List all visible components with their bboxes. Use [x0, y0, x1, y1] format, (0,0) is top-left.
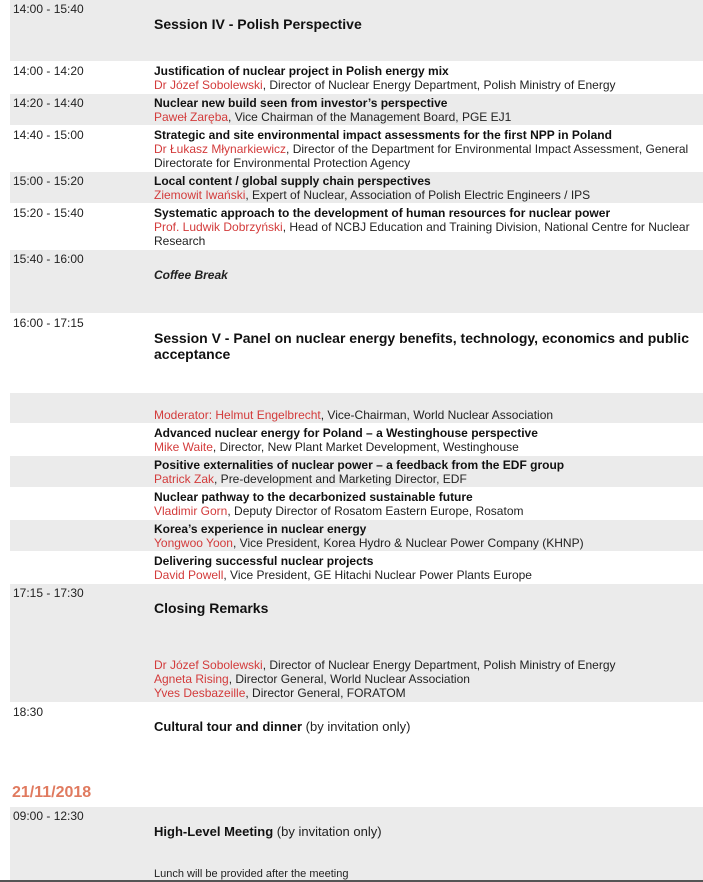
item-title: Nuclear pathway to the decarbonized sustainable future [154, 490, 473, 504]
meeting-title: High-Level Meeting [154, 824, 274, 839]
item-title: Positive externalities of nuclear power – a feedback from the EDF group [154, 458, 565, 472]
speaker-name: Prof. Ludwik Dobrzyński [154, 220, 283, 234]
session-time: 14:00 - 15:40 [13, 2, 84, 16]
item-time: 17:15 - 17:30 [13, 586, 84, 600]
day-date-heading: 21/11/2018 [12, 784, 92, 801]
item-title: Systematic approach to the development of human resources for nuclear power [154, 206, 611, 220]
speaker-role: , Deputy Director of Rosatom Eastern Europe, Rosatom [227, 504, 524, 518]
speaker-role: , Director, New Plant Market Development, Westinghouse [212, 440, 519, 454]
speaker-role: , Director General, World Nuclear Association [228, 672, 470, 686]
session-5-row [10, 314, 703, 392]
speaker-name: David Powell [154, 568, 224, 582]
session-time: 16:00 - 17:15 [13, 316, 84, 330]
panel-item [10, 456, 703, 487]
meeting-note: (by invitation only) [273, 824, 382, 839]
item-title: Strategic and site environmental impact assessments for the first NPP in Poland [154, 128, 612, 142]
item-time: 14:20 - 14:40 [13, 96, 84, 110]
speaker-name: Ziemowit Iwański [154, 188, 246, 202]
item-title: Delivering successful nuclear projects [154, 554, 374, 568]
item-time: 15:20 - 15:40 [13, 206, 84, 220]
coffee-break-title: Coffee Break [154, 268, 228, 282]
speaker-name: Mike Waite [154, 440, 213, 454]
speaker-role: , Director General, FORATOM [245, 686, 406, 700]
meeting-row [10, 807, 703, 880]
item-title: Korea’s experience in nuclear energy [154, 522, 367, 536]
speaker-name: Yves Desbazeille [154, 686, 246, 700]
speaker-role: , Vice President, GE Hitachi Nuclear Power Plants Europe [223, 568, 532, 582]
speaker-role: , Vice President, Korea Hydro & Nuclear Power Company (KHNP) [232, 536, 584, 550]
agenda-item [10, 172, 703, 203]
moderator-name: Moderator: Helmut Engelbrecht [154, 408, 321, 422]
speaker-role: , Head of NCBJ Education and Training Division, National Centre for Nuclear Research [154, 220, 690, 248]
panel-item [10, 488, 703, 519]
speaker-name: Yongwoo Yoon [154, 536, 233, 550]
closing-remarks-row [10, 584, 703, 702]
speaker-role: , Director of Nuclear Energy Department, Polish Ministry of Energy [262, 658, 616, 672]
speaker-role: , Vice Chairman of the Management Board, PGE EJ1 [228, 110, 512, 124]
moderator-row [10, 393, 703, 423]
dinner-title: Cultural tour and dinner [154, 719, 303, 734]
item-title: Advanced nuclear energy for Poland – a Westinghouse perspective [154, 426, 538, 440]
speaker-role: , Pre-development and Marketing Director, EDF [214, 472, 467, 486]
speaker-name: Dr Józef Sobolewski [154, 658, 263, 672]
speaker-name: Vladimir Gorn [154, 504, 228, 518]
speaker-name: Paweł Zaręba [154, 110, 229, 124]
moderator-role: , Vice-Chairman, World Nuclear Association [320, 408, 554, 422]
item-title: Justification of nuclear project in Polish energy mix [154, 64, 449, 78]
agenda-item [10, 204, 703, 249]
agenda-item [10, 126, 703, 171]
coffee-break-row [10, 250, 703, 313]
item-time: 14:00 - 14:20 [13, 64, 84, 78]
closing-title: Closing Remarks [154, 600, 269, 616]
panel-item [10, 552, 703, 583]
dinner-note: (by invitation only) [302, 719, 411, 734]
item-time: 18:30 [13, 705, 44, 719]
speaker-role: , Director of Nuclear Energy Department, Polish Ministry of Energy [262, 78, 616, 92]
agenda-item [10, 94, 703, 125]
agenda-item [10, 62, 703, 93]
item-title: Nuclear new build seen from investor’s perspective [154, 96, 448, 110]
speaker-name: Patrick Zak [154, 472, 215, 486]
lunch-note: Lunch will be provided after the meeting [154, 868, 349, 880]
item-time: 09:00 - 12:30 [13, 809, 84, 823]
item-time: 15:00 - 15:20 [13, 174, 84, 188]
session-title: Session V - Panel on nuclear energy benefits, technology, economics and public acceptance [154, 330, 689, 362]
speaker-name: Dr Józef Sobolewski [154, 78, 263, 92]
item-title: Local content / global supply chain perspectives [154, 174, 431, 188]
speaker-name: Agneta Rising [154, 672, 229, 686]
session-title: Session IV - Polish Perspective [154, 16, 362, 32]
dinner-row [10, 703, 703, 763]
item-time: 14:40 - 15:00 [13, 128, 84, 142]
speaker-name: Dr Łukasz Młynarkiewicz [154, 142, 287, 156]
speaker-role: , Expert of Nuclear, Association of Polish Electric Engineers / IPS [245, 188, 591, 202]
item-time: 15:40 - 16:00 [13, 252, 84, 266]
speaker-role: , Director of the Department for Environmental Impact Assessment, General Directorate for Environmental Protection Agency [154, 142, 689, 170]
panel-item [10, 424, 703, 455]
session-4-row [10, 0, 703, 61]
panel-item [10, 520, 703, 551]
